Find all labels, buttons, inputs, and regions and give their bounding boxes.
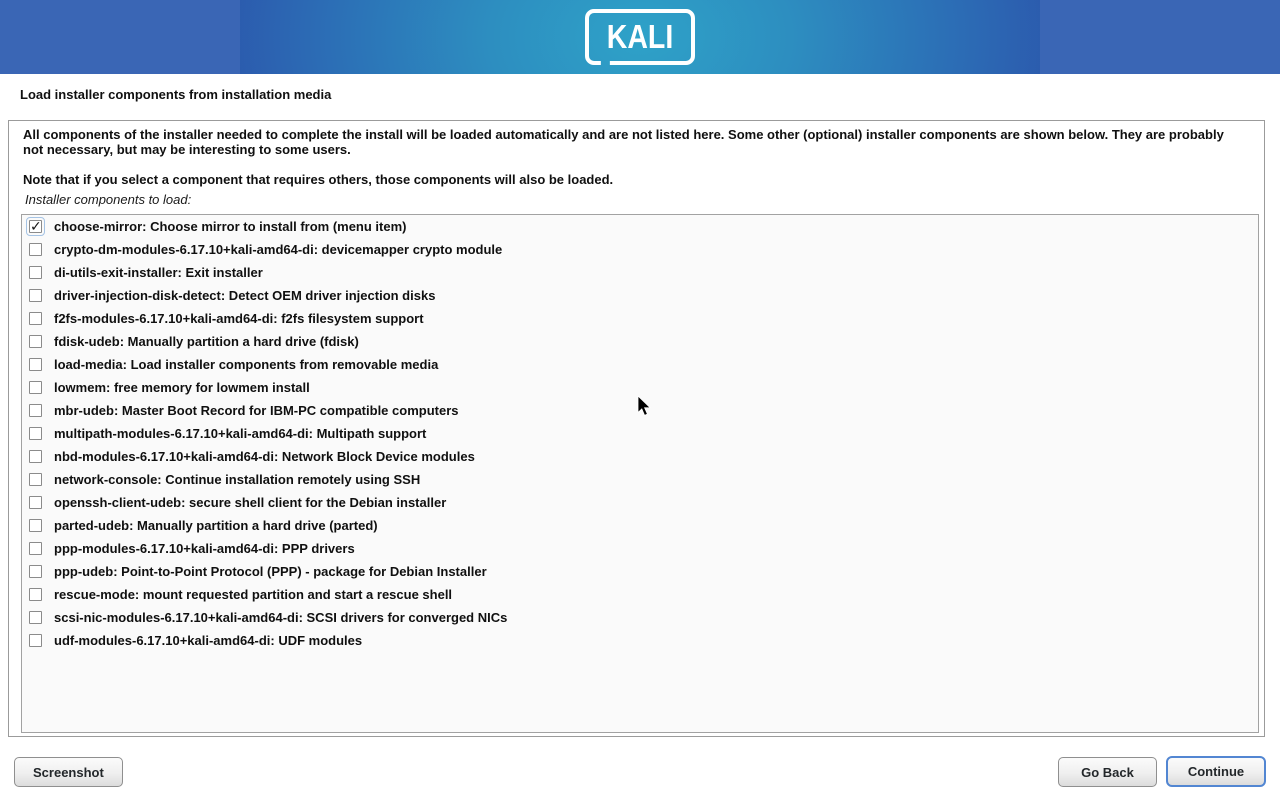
component-checkbox[interactable] (29, 450, 42, 463)
component-label: choose-mirror: Choose mirror to install from (menu item) (54, 219, 407, 234)
continue-button[interactable]: Continue (1166, 756, 1266, 787)
component-checkbox[interactable] (29, 634, 42, 647)
component-row[interactable] (22, 468, 1258, 491)
component-checkbox[interactable] (29, 404, 42, 417)
component-row[interactable] (22, 330, 1258, 353)
component-checkbox[interactable] (29, 220, 42, 233)
intro-text: All components of the installer needed to complete the install will be loaded automatically and are not listed here. Some other (optional) installer components are shown below. They are probably not necessary, but may be interesting to some users. (23, 127, 1224, 157)
kali-logo-icon (585, 9, 695, 65)
component-row[interactable] (22, 284, 1258, 307)
component-row[interactable] (22, 583, 1258, 606)
component-label: mbr-udeb: Master Boot Record for IBM-PC compatible computers (54, 403, 459, 418)
component-row[interactable] (22, 422, 1258, 445)
component-label: f2fs-modules-6.17.10+kali-amd64-di: f2fs filesystem support (54, 311, 424, 326)
component-row[interactable] (22, 491, 1258, 514)
component-checkbox[interactable] (29, 496, 42, 509)
component-row[interactable] (22, 353, 1258, 376)
component-checkbox[interactable] (29, 381, 42, 394)
component-label: load-media: Load installer components from removable media (54, 357, 439, 372)
go-back-button[interactable]: Go Back (1058, 757, 1157, 787)
component-checkbox[interactable] (29, 519, 42, 532)
component-label: driver-injection-disk-detect: Detect OEM driver injection disks (54, 288, 436, 303)
component-row[interactable] (22, 514, 1258, 537)
component-checkbox[interactable] (29, 473, 42, 486)
component-row[interactable] (22, 376, 1258, 399)
component-row[interactable] (22, 629, 1258, 652)
screenshot-button[interactable]: Screenshot (14, 757, 123, 787)
component-label: openssh-client-udeb: secure shell client for the Debian installer (54, 495, 447, 510)
component-row[interactable] (22, 215, 1258, 238)
component-label: lowmem: free memory for lowmem install (54, 380, 310, 395)
component-checkbox[interactable] (29, 542, 42, 555)
component-checkbox[interactable] (29, 266, 42, 279)
list-label: Installer components to load: (25, 192, 192, 207)
component-checkbox[interactable] (29, 565, 42, 578)
component-label: crypto-dm-modules-6.17.10+kali-amd64-di: devicemapper crypto module (54, 242, 503, 257)
component-row[interactable] (22, 261, 1258, 284)
component-checkbox[interactable] (29, 243, 42, 256)
banner (0, 0, 1280, 74)
component-label: network-console: Continue installation remotely using SSH (54, 472, 421, 487)
component-label: nbd-modules-6.17.10+kali-amd64-di: Network Block Device modules (54, 449, 475, 464)
component-label: ppp-modules-6.17.10+kali-amd64-di: PPP drivers (54, 541, 355, 556)
component-checkbox[interactable] (29, 312, 42, 325)
component-row[interactable] (22, 238, 1258, 261)
component-row[interactable] (22, 445, 1258, 468)
note-text: Note that if you select a component that requires others, those components will also be loaded. (23, 172, 614, 187)
page-title: Load installer components from installation media (20, 87, 332, 102)
component-checkbox[interactable] (29, 335, 42, 348)
kali-logo-text: KALI (606, 17, 674, 56)
component-row[interactable] (22, 307, 1258, 330)
component-label: fdisk-udeb: Manually partition a hard drive (fdisk) (54, 334, 359, 349)
component-label: parted-udeb: Manually partition a hard drive (parted) (54, 518, 378, 533)
component-label: rescue-mode: mount requested partition and start a rescue shell (54, 587, 453, 602)
component-row[interactable] (22, 537, 1258, 560)
component-label: ppp-udeb: Point-to-Point Protocol (PPP) - package for Debian Installer (54, 564, 487, 579)
component-checkbox[interactable] (29, 611, 42, 624)
component-list (21, 214, 1259, 733)
component-checkbox[interactable] (29, 358, 42, 371)
component-row[interactable] (22, 399, 1258, 422)
content-box (8, 120, 1265, 737)
component-label: multipath-modules-6.17.10+kali-amd64-di: Multipath support (54, 426, 427, 441)
component-checkbox[interactable] (29, 588, 42, 601)
component-row[interactable] (22, 606, 1258, 629)
component-label: udf-modules-6.17.10+kali-amd64-di: UDF modules (54, 633, 363, 648)
component-checkbox[interactable] (29, 427, 42, 440)
component-checkbox[interactable] (29, 289, 42, 302)
component-row[interactable] (22, 560, 1258, 583)
component-label: scsi-nic-modules-6.17.10+kali-amd64-di: SCSI drivers for converged NICs (54, 610, 508, 625)
component-label: di-utils-exit-installer: Exit installer (54, 265, 263, 280)
